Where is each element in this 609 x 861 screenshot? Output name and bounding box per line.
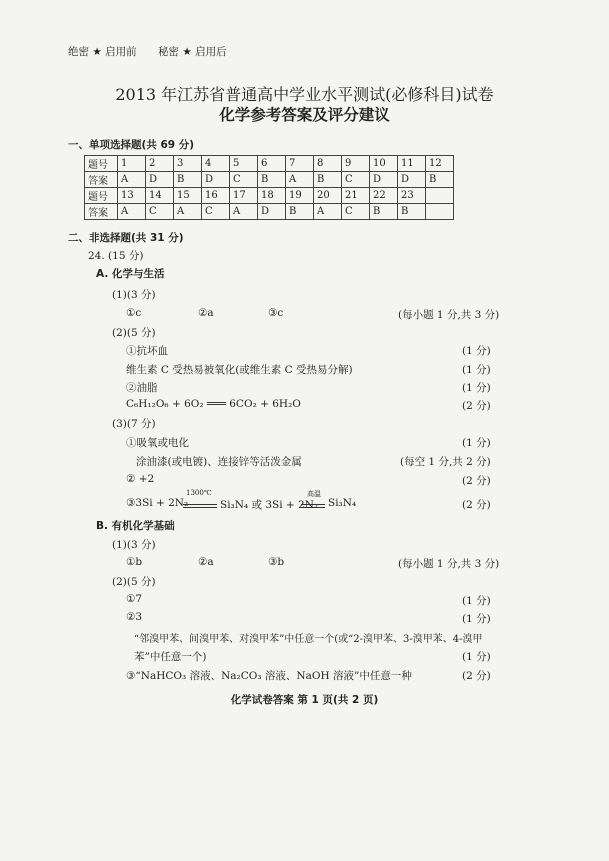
part-b-s2-score2: (1 分): [462, 613, 491, 625]
table-row: [85, 172, 454, 188]
part-a-title: A. 化学与生活: [96, 268, 165, 280]
table-cell: A: [286, 172, 314, 188]
si-eq-part-a: ③3Si + 2N₂: [126, 497, 189, 509]
table-cell: 18: [258, 188, 286, 204]
table-cell: D: [146, 172, 174, 188]
table-cell: 2: [146, 156, 174, 172]
table-cell: 19: [286, 188, 314, 204]
part-b-s2-line4: 苯”中任意一个): [134, 651, 207, 663]
table-cell: 4: [202, 156, 230, 172]
table-cell: A: [118, 204, 146, 220]
part-a-s2-line3: ②油脂: [126, 382, 158, 394]
secret-after-label: 秘密 ★ 启用后: [158, 46, 227, 58]
table-cell: D: [258, 204, 286, 220]
table-row-header: 答案: [85, 204, 118, 220]
document-subtitle: 化学参考答案及评分建议: [219, 106, 390, 124]
part-a-s2-line1: ①抗坏血: [126, 345, 168, 357]
part-a-s3-line2: 涂油漆(或电镀)、连接锌等活泼金属: [136, 456, 302, 468]
table-cell: [426, 188, 454, 204]
reaction-arrow-2b: [301, 507, 325, 508]
table-cell: 7: [286, 156, 314, 172]
answer-table: [84, 155, 454, 220]
part-a-s2-line2: 维生素 C 受热易被氧化(或维生素 C 受热易分解): [126, 364, 353, 376]
table-cell: D: [202, 172, 230, 188]
part-b-s2-score5: (2 分): [462, 670, 491, 682]
part-b-s1-score: (每小题 1 分,共 3 分): [398, 558, 500, 570]
table-cell: 11: [398, 156, 426, 172]
table-row: [85, 156, 454, 172]
table-row-header: 题号: [85, 156, 118, 172]
table-cell: 8: [314, 156, 342, 172]
table-cell: B: [370, 204, 398, 220]
part-a-s1-ans2: ②a: [198, 307, 214, 319]
table-cell: B: [314, 172, 342, 188]
table-cell: 21: [342, 188, 370, 204]
part-a-s1-score: (每小题 1 分,共 3 分): [398, 309, 500, 321]
table-cell: [426, 204, 454, 220]
part-b-s1-label: (1)(3 分): [112, 539, 156, 551]
table-cell: 6: [258, 156, 286, 172]
part-b-s2-line3: “邻溴甲苯、间溴甲苯、对溴甲苯”中任意一个(或“2-溴甲苯、3-溴甲苯、4-溴甲: [134, 634, 483, 645]
secret-before-label: 绝密 ★ 启用前: [68, 46, 137, 58]
part-b-s1-ans3: ③b: [268, 556, 285, 568]
table-cell: 20: [314, 188, 342, 204]
part-b-s1-ans1: ①b: [126, 556, 143, 568]
table-cell: A: [118, 172, 146, 188]
table-cell: C: [146, 204, 174, 220]
part-a-s3-score3: (2 分): [462, 475, 491, 487]
part-b-s2-line1: ①7: [126, 593, 143, 605]
table-cell: A: [174, 204, 202, 220]
si-eq-condition-1: 1300℃: [186, 489, 212, 497]
part-b-s2-score4: (1 分): [462, 651, 491, 663]
question-24-label: 24. (15 分): [88, 250, 144, 262]
document-title: 2013 年江苏省普通高中学业水平测试(必修科目)试卷: [115, 85, 494, 104]
table-cell: 10: [370, 156, 398, 172]
reaction-arrow-2: [301, 504, 325, 505]
si-eq-part-b: Si₃N₄ 或 3Si + 2N₂: [220, 499, 319, 511]
table-cell: B: [258, 172, 286, 188]
part-b-s1-ans2: ②a: [198, 556, 214, 568]
part-a-s2-label: (2)(5 分): [112, 327, 156, 339]
part-b-s2-label: (2)(5 分): [112, 576, 156, 588]
table-cell: C: [230, 172, 258, 188]
table-cell: 9: [342, 156, 370, 172]
table-cell: 5: [230, 156, 258, 172]
part-b-title: B. 有机化学基础: [96, 520, 175, 532]
table-cell: 14: [146, 188, 174, 204]
part-a-s2-score2: (1 分): [462, 364, 491, 376]
table-cell: 13: [118, 188, 146, 204]
glucose-equation: C₆H₁₂O₆ + 6O₂ ═══ 6CO₂ + 6H₂O: [126, 398, 301, 410]
si-eq-part-c: Si₃N₄: [328, 497, 357, 509]
table-cell: 1: [118, 156, 146, 172]
reaction-arrow-1: [183, 504, 217, 505]
table-row: [85, 188, 454, 204]
part-a-s1-ans1: ①c: [126, 307, 142, 319]
table-cell: 12: [426, 156, 454, 172]
reaction-arrow-1b: [183, 507, 217, 508]
table-cell: B: [174, 172, 202, 188]
part-a-s3-score2: (每空 1 分,共 2 分): [400, 456, 491, 468]
table-cell: 16: [202, 188, 230, 204]
table-cell: 3: [174, 156, 202, 172]
table-cell: D: [370, 172, 398, 188]
part-a-s3-label: (3)(7 分): [112, 418, 156, 430]
table-cell: B: [286, 204, 314, 220]
table-cell: B: [426, 172, 454, 188]
si-eq-condition-2: 高温: [307, 490, 321, 498]
part-a-s3-line3: ② +2: [126, 473, 155, 485]
page-footer: 化学试卷答案 第 1 页(共 2 页): [230, 694, 379, 706]
part-a-s2-score4: (2 分): [462, 400, 491, 412]
table-row-header: 题号: [85, 188, 118, 204]
table-cell: C: [342, 204, 370, 220]
table-cell: 22: [370, 188, 398, 204]
part-a-s1-label: (1)(3 分): [112, 289, 156, 301]
table-cell: 23: [398, 188, 426, 204]
part-a-s2-score1: (1 分): [462, 345, 491, 357]
part-a-s2-score3: (1 分): [462, 382, 491, 394]
table-cell: B: [398, 204, 426, 220]
part-a-s3-score1: (1 分): [462, 437, 491, 449]
table-cell: 17: [230, 188, 258, 204]
table-cell: A: [314, 204, 342, 220]
table-row: [85, 204, 454, 220]
table-cell: A: [230, 204, 258, 220]
table-cell: D: [398, 172, 426, 188]
part-b-s2-line5: ③“NaHCO₃ 溶液、Na₂CO₃ 溶液、NaOH 溶液”中任意一种: [126, 670, 412, 682]
part-a-s3-score4: (2 分): [462, 499, 491, 511]
part-b-s2-line2: ②3: [126, 611, 143, 623]
table-cell: C: [202, 204, 230, 220]
part-a-s1-ans3: ③c: [268, 307, 284, 319]
table-cell: 15: [174, 188, 202, 204]
section1-heading: 一、单项选择题(共 69 分): [68, 139, 195, 151]
section2-heading: 二、非选择题(共 31 分): [68, 232, 184, 244]
part-b-s2-score1: (1 分): [462, 595, 491, 607]
table-row-header: 答案: [85, 172, 118, 188]
table-cell: C: [342, 172, 370, 188]
part-a-s3-line1: ①吸氧或电化: [126, 437, 189, 449]
